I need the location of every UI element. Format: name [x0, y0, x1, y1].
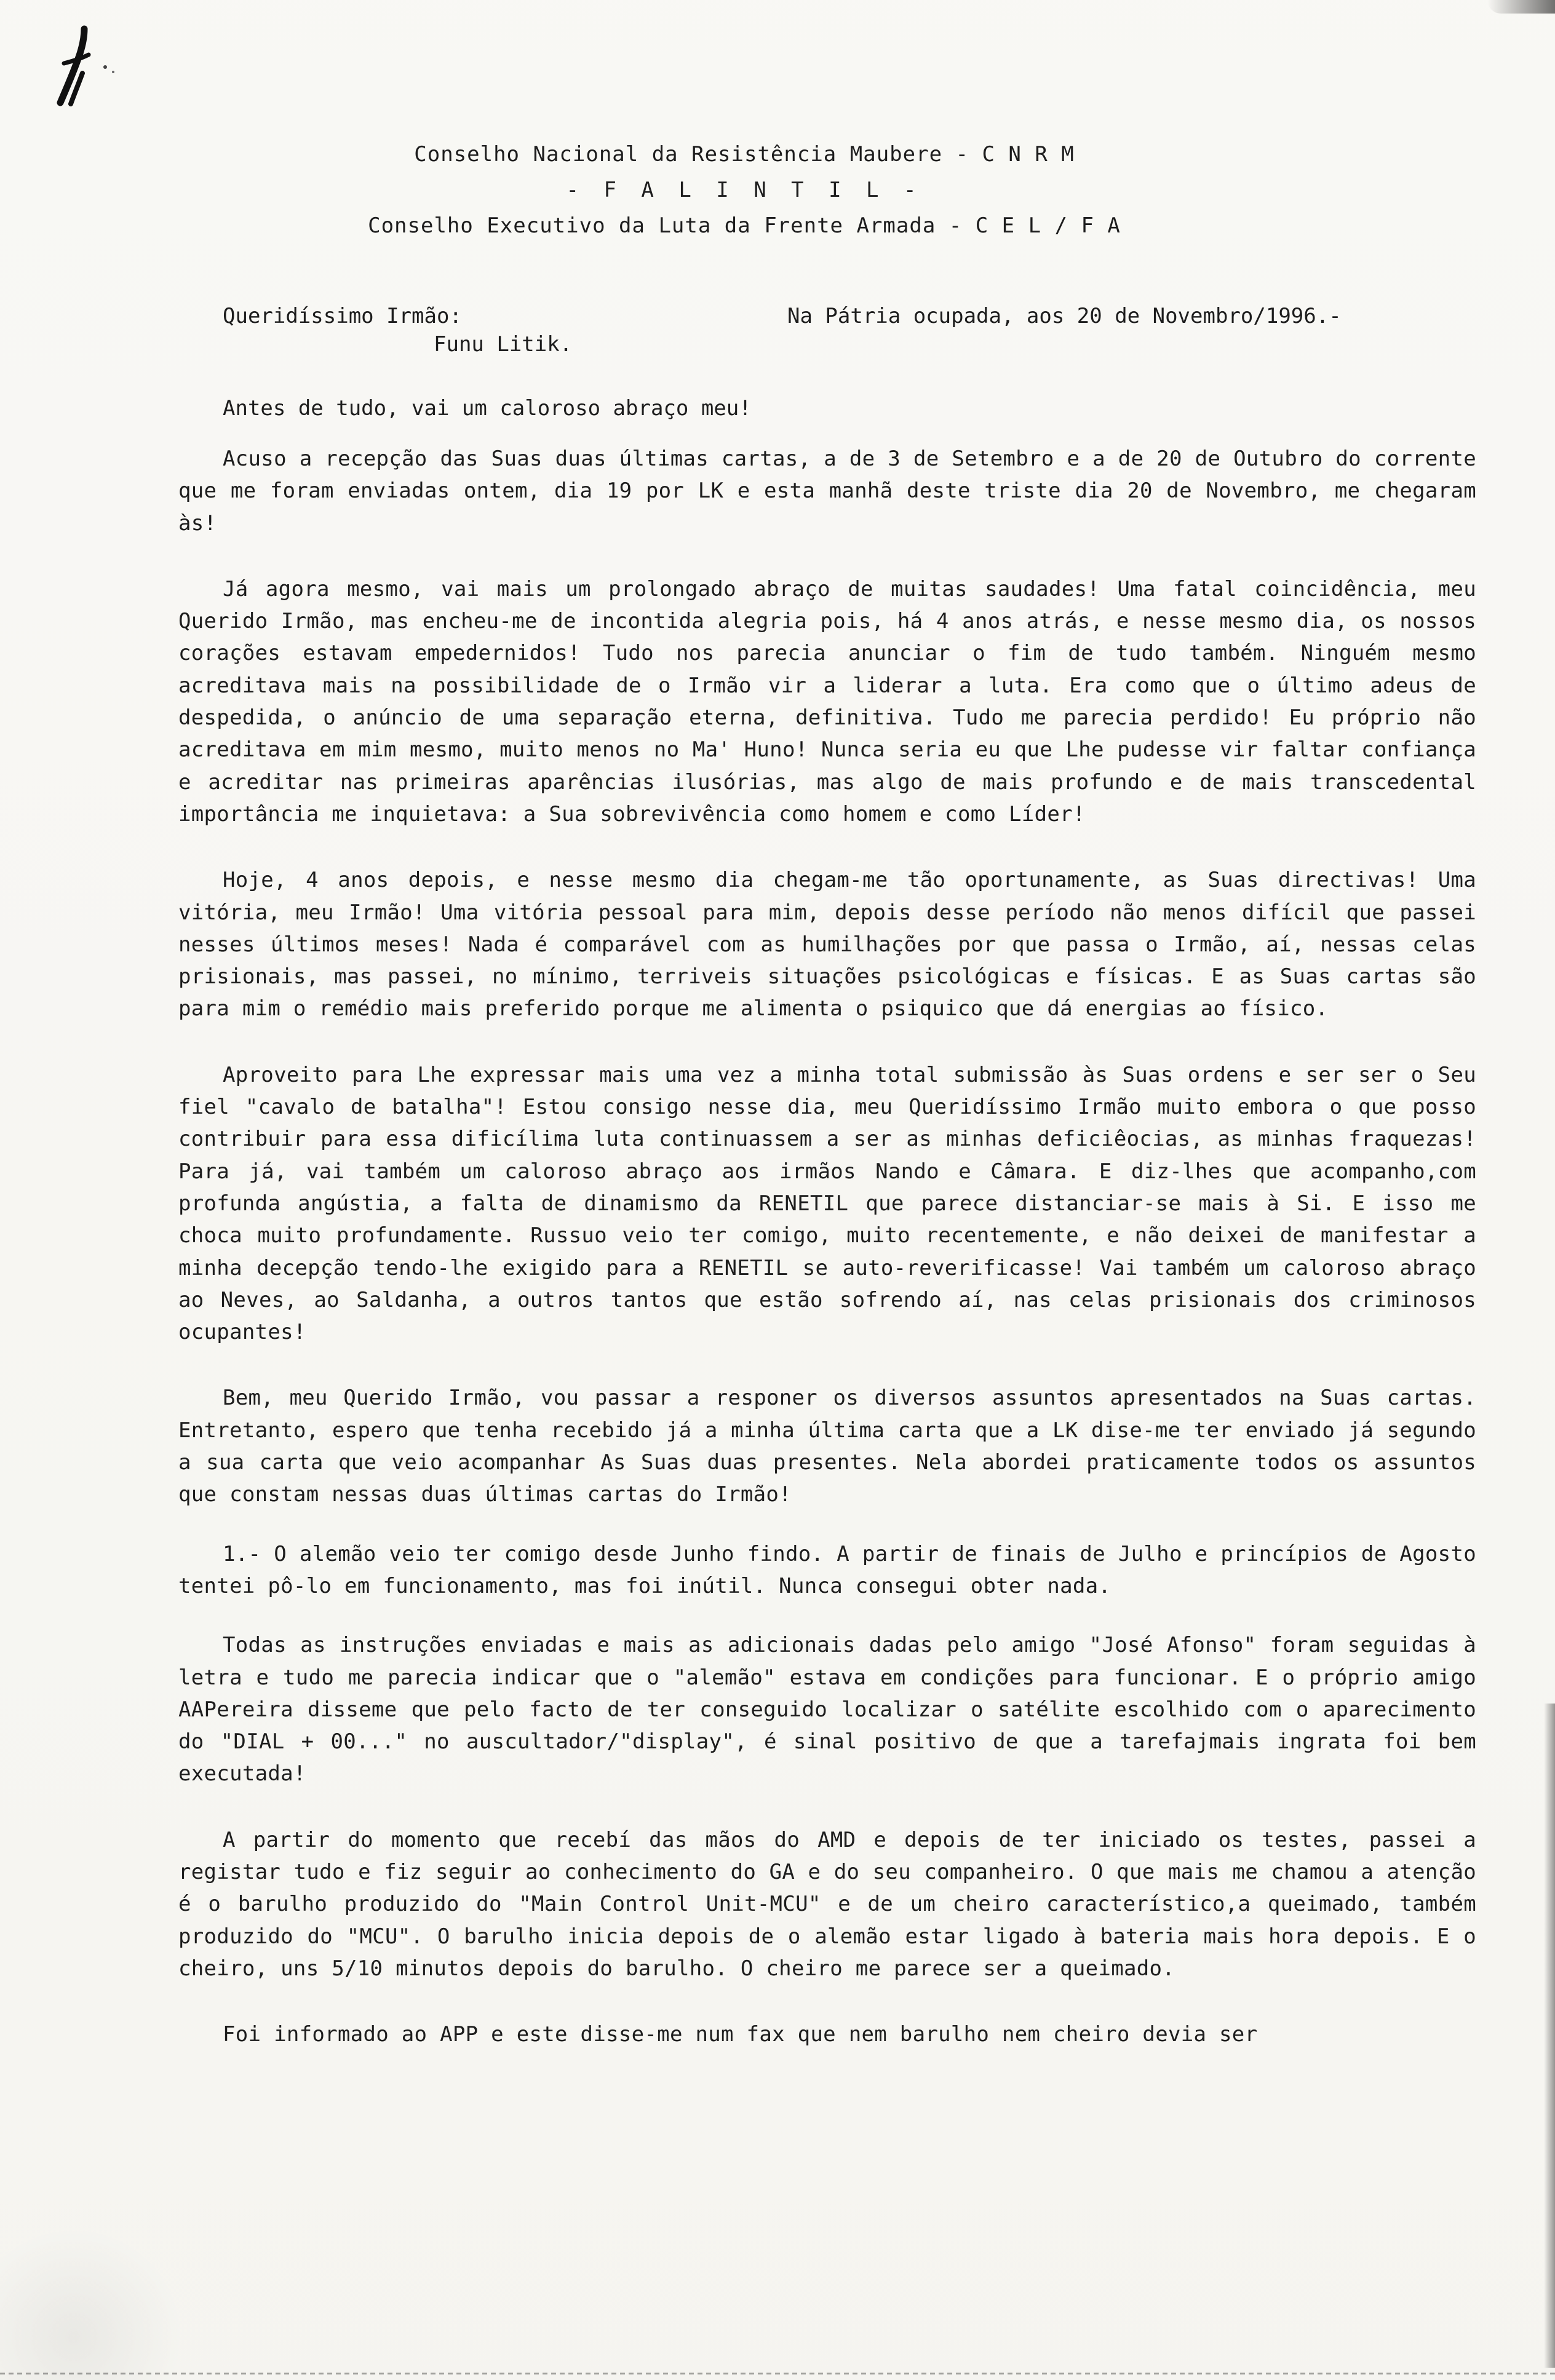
- salutation: Queridíssimo Irmão:: [223, 304, 462, 328]
- header-line-falintil: - F A L I N T I L -: [566, 178, 923, 202]
- paragraph-submission: Aproveito para Lhe expressar mais uma vez a minha total submissão às Suas ordens e ser ser o Seu fiel "cavalo de batalha"! Estou consigo nesse dia, meu Queridíssimo Irmão muito embora o que posso contribuir para essa dificílima luta continuassem a ser as minhas deficiêocias, as minhas fraquezas! Para já, vai também um caloroso abraço aos irmãos Nando e Câmara. E diz-lhes que acompanho,com profunda angústia, a falta de dinamismo da RENETIL que parece distanciar-se mais à Si. E isso me choca muito profundamente. Russuo veio ter comigo, muito recentemente, e não deixei de manifestar a minha decepção tendo-lhe exigido para a RENETIL se auto-reverificasse! Vai também um caloroso abraço ao Neves, ao Saldanha, a outros tantos que estão sofrendo aí, nas celas prisionais dos criminosos ocupantes!: [178, 1062, 1489, 1345]
- letter-body: [178, 443, 1489, 2050]
- paragraph-instructions: Todas as instruções enviadas e mais as adicionais dadas pelo amigo "José Afonso" foram seguidas à letra e tudo me parecia indicar que o "alemão" estava em condições para funcionar. E o próprio amigo AAPereira disseme que pelo facto de ter conseguido localizar o satélite escolhido com o aparecimento do "DIAL + 00..." no auscultador/"display", é sinal positivo de que a tarefajmais ingrata foi bem executada!: [178, 1633, 1489, 1787]
- scan-binding-shadow: [1544, 1704, 1555, 2368]
- recipient-name: Funu Litik.: [434, 332, 573, 357]
- header-line-celfa: Conselho Executivo da Luta da Frente Armada - C E L / F A: [368, 213, 1121, 238]
- paragraph-fax: Foi informado ao APP e este disse-me num fax que nem barulho nem cheiro devia ser: [223, 2022, 1258, 2047]
- paragraph-four-years-later: Hoje, 4 anos depois, e nesse mesmo dia chegam-me tão oportunamente, as Suas directivas! Uma vitória, meu Irmão! Uma vitória pessoal para mim, depois desse período não menos difícil que passei nesses últimos meses! Nada é comparável com as humilhações por que passa o Irmão, aí, nessas celas prisionais, mas passei, no mínimo, terriveis situações psicológicas e físicas. E as Suas cartas são para mim o remédio mais preferido porque me alimenta o psiquico que dá energias ao físico.: [178, 868, 1489, 1021]
- paragraph-acknowledgement: Acuso a recepção das Suas duas últimas cartas, a de 3 de Setembro e a de 20 de Outubro do corrente que me foram enviadas ontem, dia 19 por LK e esta manhã deste triste dia 20 de Novembro, me chegaram às!: [178, 446, 1489, 536]
- paragraph-response-intro: Bem, meu Querido Irmão, vou passar a responer os diversos assuntos apresentados na Suas cartas. Entretanto, espero que tenha recebido já a minha última carta que a LK dise-me ter enviado já segundo a sua carta que veio acompanhar As Suas duas presentes. Nela abordei praticamente todos os assuntos que constam nessas duas últimas cartas do Irmão!: [178, 1386, 1489, 1507]
- header-line-cnrm: Conselho Nacional da Resistência Maubere - C N R M: [414, 142, 1075, 167]
- place-date: Na Pátria ocupada, aos 20 de Novembro/1996.-: [787, 304, 1342, 328]
- opening-line: Antes de tudo, vai um caloroso abraço meu!: [223, 396, 752, 421]
- paragraph-tests: A partir do momento que recebí das mãos do AMD e depois de ter iniciado os testes, passei a registar tudo e fiz seguir ao conhecimento do GA e do seu companheiro. O que mais me chamou a atenção é o barulho produzido do "Main Control Unit-MCU" e de um cheiro característico,a queimado, também produzido do "MCU". O barulho inicia depois de o alemão estar ligado à bateria mais hora depois. E o cheiro, uns 5/10 minutos depois do barulho. O cheiro me parece ser a queimado.: [178, 1827, 1489, 1981]
- paragraph-item-1: 1.- O alemão veio ter comigo desde Junho findo. A partir de finais de Julho e princípios de Agosto tentei pô-lo em funcionamento, mas foi inútil. Nunca consegui obter nada.: [178, 1541, 1489, 1598]
- scan-bottom-edge: [0, 2373, 1555, 2374]
- scan-edge-shadow: [1487, 0, 1555, 14]
- handwritten-mark-icon: [43, 22, 123, 114]
- letter-header: [308, 137, 1181, 244]
- paragraph-coincidence: Já agora mesmo, vai mais um prolongado abraço de muitas saudades! Uma fatal coincidência, meu Querido Irmão, mas encheu-me de incontida alegria pois, há 4 anos atrás, e nesse mesmo dia, os nossos corações estavam empedernidos! Tudo nos parecia anunciar o fim de tudo também. Ninguém mesmo acreditava mais na possibilidade de o Irmão vir a liderar a luta. Era como que o último adeus de despedida, o anúncio de uma separação eterna, definitiva. Tudo me parecia perdido! Eu próprio não acreditava em mim mesmo, muito menos no Ma' Huno! Nunca seria eu que Lhe pudesse vir faltar confiança e acreditar nas primeiras aparências ilusórias, mas algo de mais profundo e de mais transcedental importância me inquietava: a Sua sobrevivência como homem e como Líder!: [178, 576, 1489, 827]
